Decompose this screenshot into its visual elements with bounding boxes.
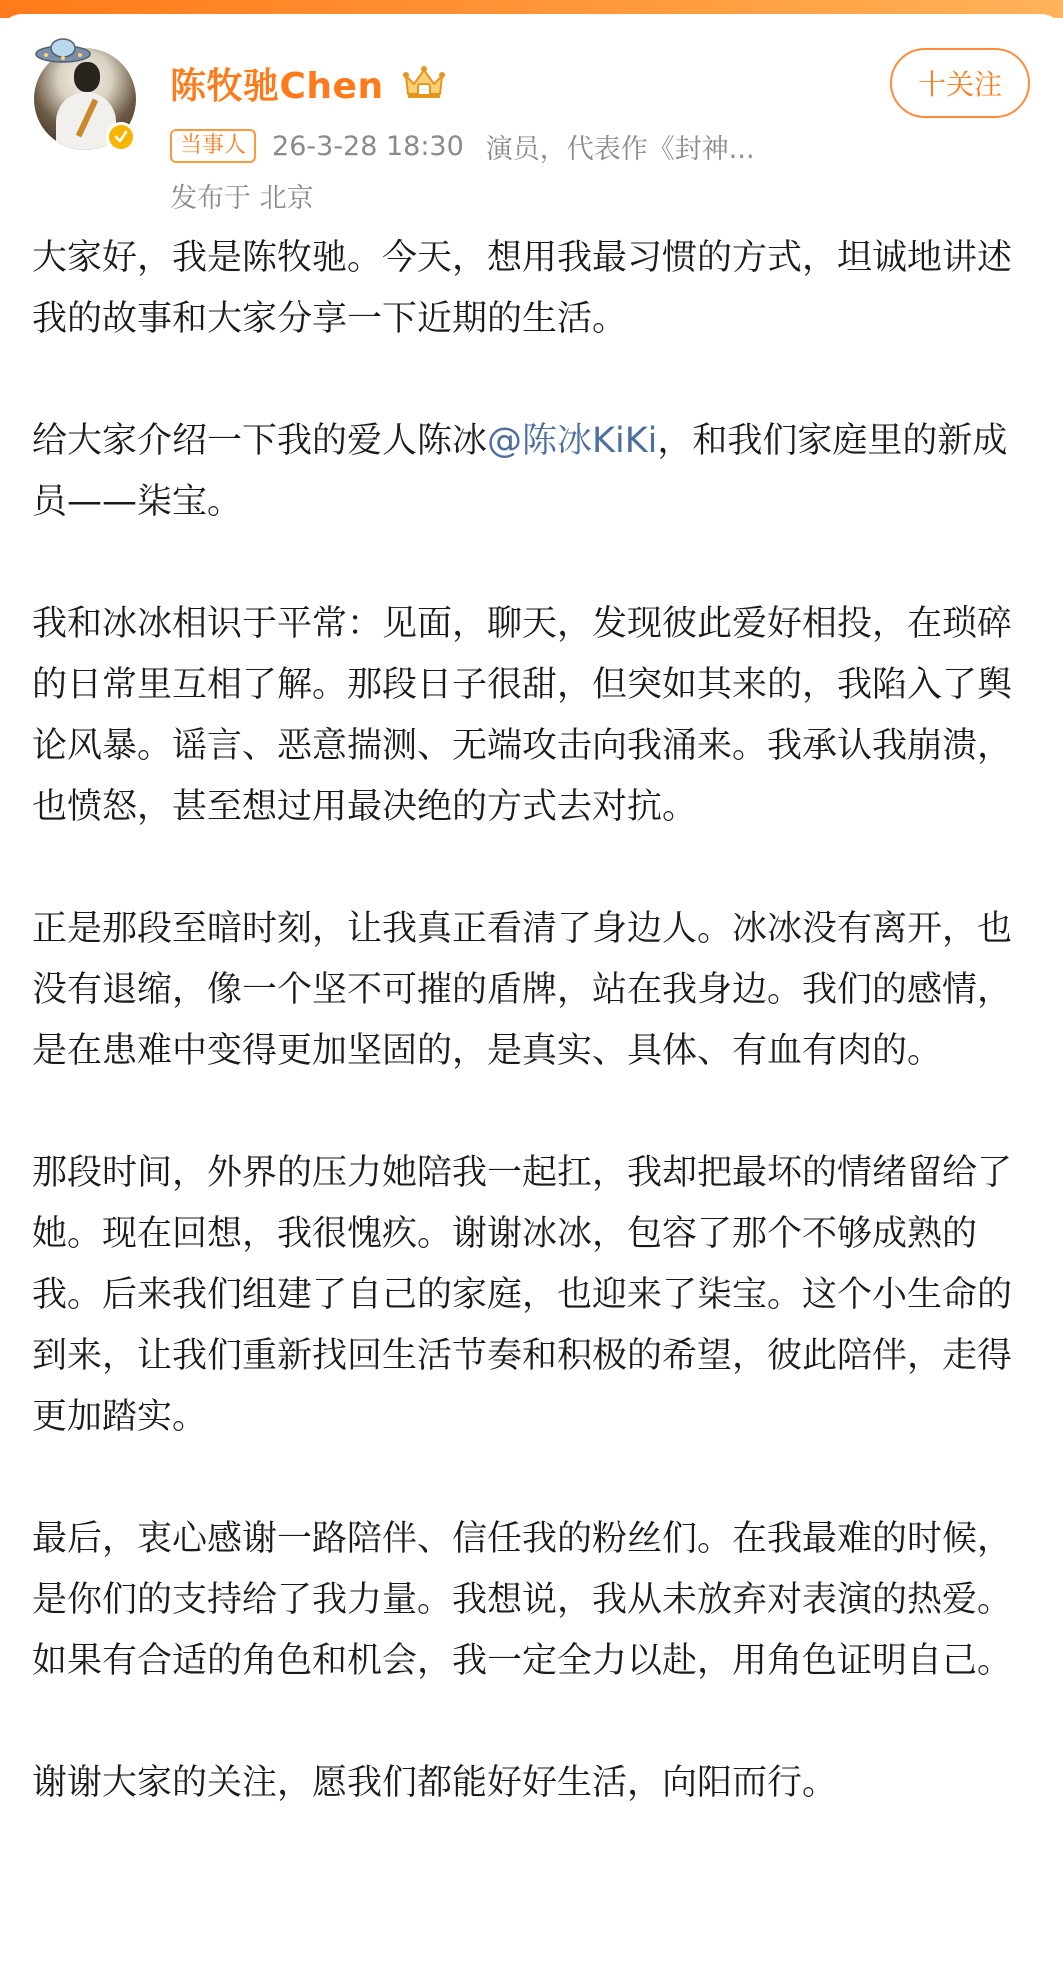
mention-link[interactable]: @陈冰KiKi	[487, 421, 658, 461]
post-location: 发布于 北京	[170, 183, 314, 214]
post-text: 给大家介绍一下我的爱人陈冰	[32, 421, 488, 461]
post-paragraph: 我和冰冰相识于平常：见面，聊天，发现彼此爱好相投，在琐碎的日常里互相了解。那段日子很甜，但突如其来的，我陷入了舆论风暴。谣言、恶意揣测、无端攻击向我涌来。我承认我崩溃，也愤怒，甚至想过用最决绝的方式去对抗。	[32, 604, 1013, 827]
post-paragraph: 大家好，我是陈牧驰。今天，想用我最习惯的方式，坦诚地讲述我的故事和大家分享一下近期的生活。	[32, 238, 1013, 339]
post-meta-row	[170, 128, 755, 164]
post-paragraph: 正是那段至暗时刻，让我真正看清了身边人。冰冰没有离开，也没有退缩，像一个坚不可摧的盾牌，站在我身边。我们的感情，是在患难中变得更加坚固的，是真实、具体、有血有肉的。	[32, 909, 1013, 1071]
post-content	[32, 228, 1032, 1875]
post-text: ，和我们家庭里的新成员——柒宝。	[32, 421, 1008, 522]
check-icon	[113, 129, 129, 145]
post-timestamp: 26-3-28 18:30	[272, 130, 464, 162]
avatar-figure-head	[74, 62, 100, 92]
post-paragraph-mention	[32, 411, 1032, 533]
role-badge: 当事人	[170, 129, 256, 163]
author-bio[interactable]: 演员，代表作《封神...	[485, 133, 755, 165]
post-paragraph: 那段时间，外界的压力她陪我一起扛，我却把最坏的情绪留给了她。现在回想，我很愧疚。谢谢冰冰，包容了那个不够成熟的我。后来我们组建了自己的家庭，也迎来了柒宝。这个小生命的到来，让我们重新找回生活节奏和积极的希望，彼此陪伴，走得更加踏实。	[32, 1153, 1013, 1437]
author-avatar-group[interactable]	[34, 36, 144, 156]
verified-badge-icon	[106, 122, 136, 152]
ufo-icon	[34, 36, 92, 66]
follow-button[interactable]: 十关注	[890, 48, 1030, 118]
author-name[interactable]: 陈牧驰Chen	[170, 66, 384, 107]
post-paragraph: 最后，衷心感谢一路陪伴、信任我的粉丝们。在我最难的时候，是你们的支持给了我力量。我想说，我从未放弃对表演的热爱。如果有合适的角色和机会，我一定全力以赴，用角色证明自己。	[32, 1519, 1013, 1681]
crown-icon[interactable]	[400, 62, 448, 102]
post-paragraph: 谢谢大家的关注，愿我们都能好好生活，向阳而行。	[32, 1763, 838, 1803]
